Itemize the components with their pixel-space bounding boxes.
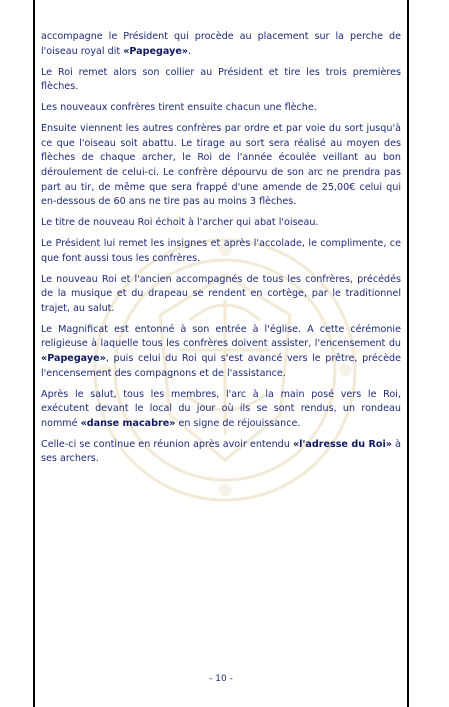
paragraph bbox=[41, 273, 401, 317]
page-number: - 10 - bbox=[209, 674, 233, 684]
text-run: . bbox=[188, 45, 192, 57]
text-run: Le Roi remet alors son collier au Président et tire les trois premières flèches. bbox=[41, 66, 401, 93]
paragraph bbox=[41, 323, 401, 381]
paragraph bbox=[41, 101, 401, 116]
text-run: Le Magnificat est entonné à son entrée à l'église. A cette cérémonie religieuse à laquelle tous les confrères doivent assister, l'encensement du bbox=[41, 323, 401, 350]
paragraph bbox=[41, 388, 401, 432]
text-run: Ensuite viennent les autres confrères par ordre et par voie du sort jusqu'à ce que l'oiseau soit abattu. Le tirage au sort sera réalisé au moyen des flèches de chaque archer, le Roi de l'année écoulée veillant au bon déroulement de celui-ci. Le confrère dépourvu de son arc ne prendra pas part au tir, de même que sera frappé d'une amende de 25,00€ celui qui en-dessous de 60 ans ne tire pas au moins 3 flèches. bbox=[41, 123, 401, 208]
paragraph bbox=[41, 216, 401, 231]
paragraph bbox=[41, 30, 401, 59]
bold-term: «l'adresse du Roi» bbox=[292, 438, 392, 450]
text-run: Le nouveau Roi et l'ancien accompagnés de tous les confrères, précédés de la musique et du drapeau se rendent en cortège, par le traditionnel trajet, au salut. bbox=[41, 273, 401, 314]
paragraph bbox=[41, 438, 401, 467]
paragraph bbox=[41, 237, 401, 266]
text-run: Après le salut, tous les membres, l'arc à la main posé vers le Roi, exécutent devant le local du jour où ils se sont rendus, un rondeau nommé bbox=[41, 388, 401, 429]
page-frame bbox=[33, 0, 409, 707]
text-run: , puis celui du Roi qui s'est avancé vers le prêtre, précède l'encensement des compagnons et de l'assistance. bbox=[41, 353, 401, 379]
text-run: en signe de réjouissance. bbox=[175, 417, 301, 429]
document-body bbox=[35, 30, 407, 473]
bold-term: «Papegaye» bbox=[123, 45, 189, 57]
text-run: Les nouveaux confrères tirent ensuite chacun une flèche. bbox=[41, 102, 317, 114]
text-run: Celle-ci se continue en réunion après avoir entendu bbox=[41, 438, 293, 450]
text-run: accompagne le Président qui procède au placement sur la perche de l'oiseau royal dit bbox=[41, 31, 401, 57]
bold-term: «Papegaye» bbox=[41, 353, 106, 365]
text-run: Le Président lui remet les insignes et après l'accolade, le complimente, ce que font aussi tous les confrères. bbox=[41, 238, 401, 264]
bold-term: «danse macabre» bbox=[80, 417, 176, 429]
text-run: Le titre de nouveau Roi échoit à l'archer qui abat l'oiseau. bbox=[41, 217, 319, 229]
paragraph bbox=[41, 122, 401, 210]
paragraph bbox=[41, 66, 401, 95]
text-run: à ses archers. bbox=[41, 438, 401, 465]
